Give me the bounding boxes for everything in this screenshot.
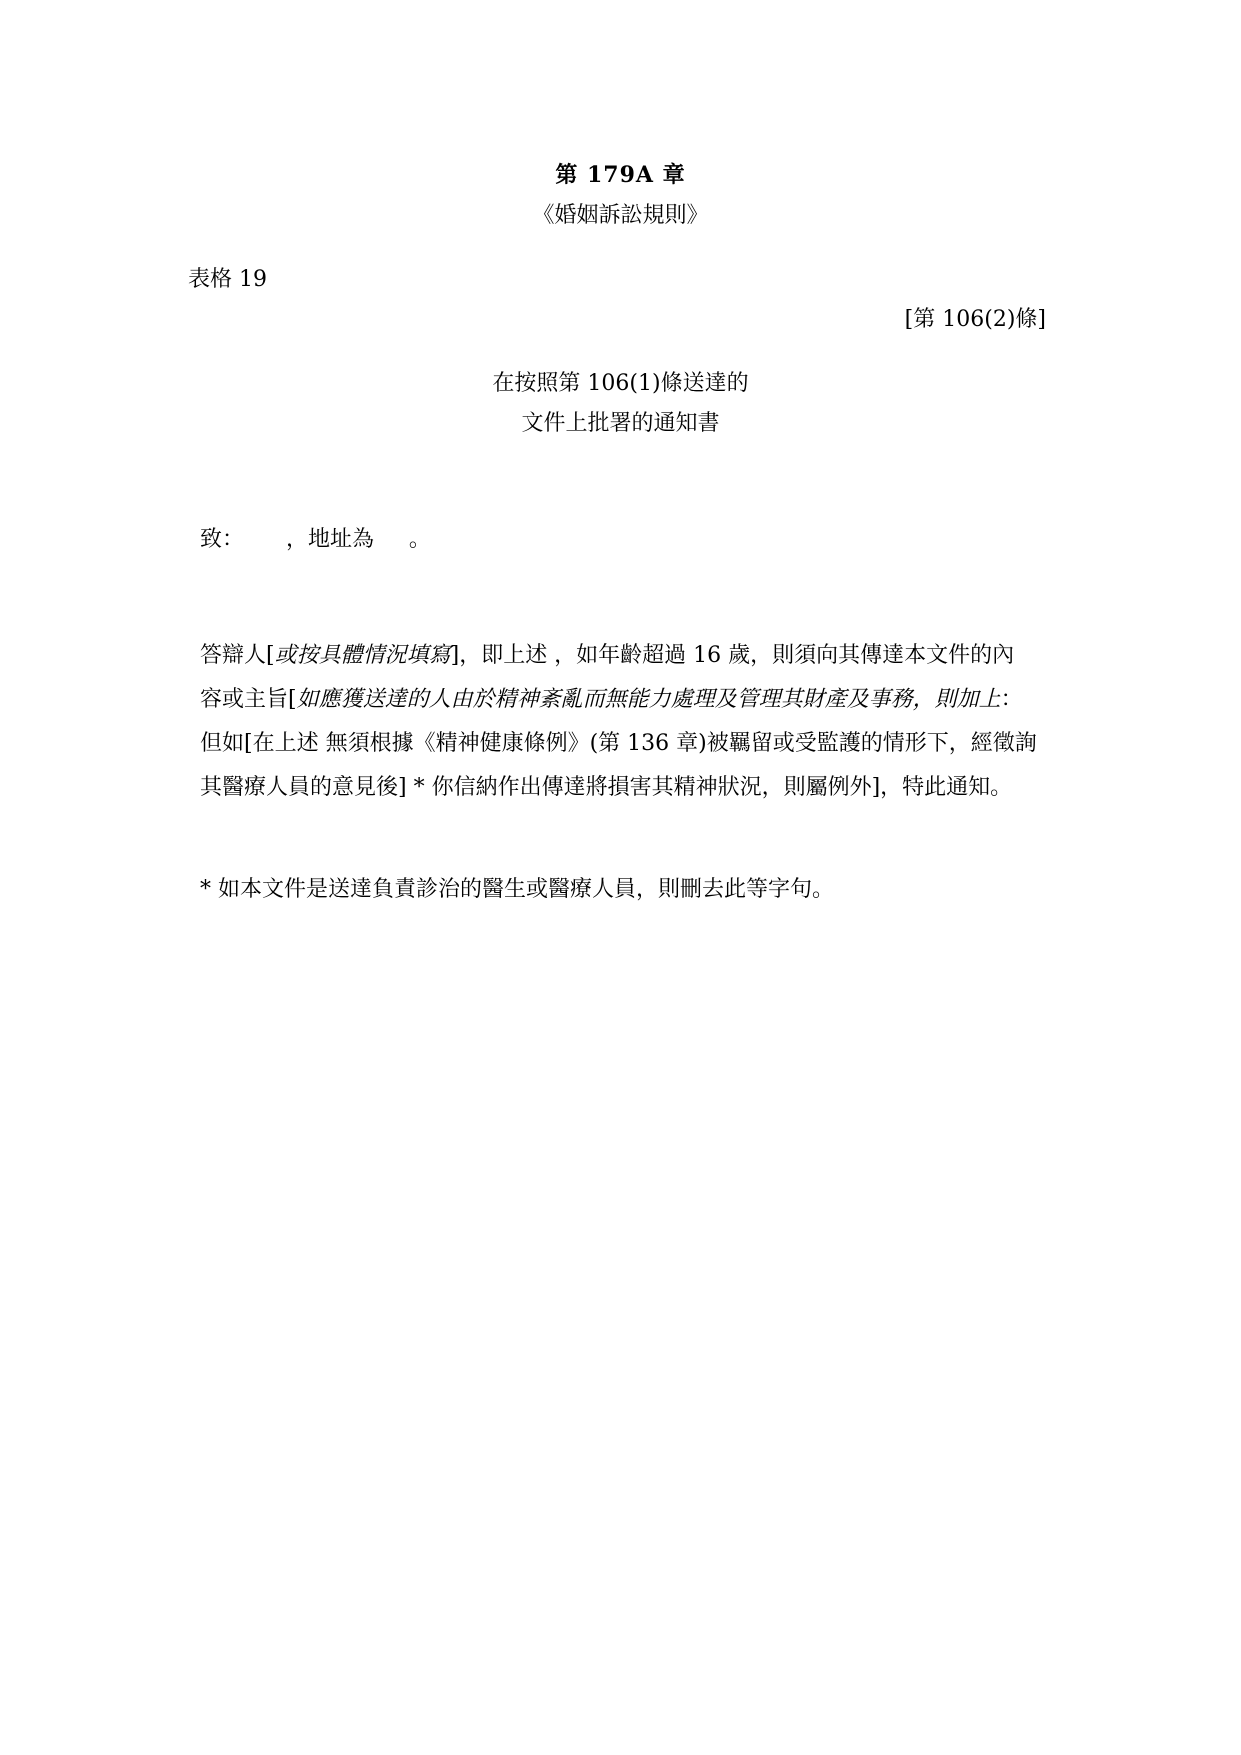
body-line-2-end: ： [1000,687,1023,712]
body-line-1-end: ]，即上述 ，如年齡超過 16 歲，則須向其傳達本文件的內 [450,643,1015,668]
body-line-2-italic: 如應獲送達的人由於精神紊亂而無能力處理及管理其財產及事務，則加上 [296,687,1001,712]
notice-body [200,634,1080,810]
chapter-heading: 第 179A 章 [555,162,686,188]
notice-title-line-2: 文件上批署的通知書 [521,411,720,436]
body-line-1-start: 答辯人[ [200,643,275,668]
body-line-4: 其醫療人員的意見後] * 你信納作出傳達將損害其精神狀況，則屬例外]，特此通知。 [200,775,1013,800]
section-reference: [第 106(2)條] [904,307,1046,332]
footnote: * 如本文件是送達負責診治的醫生或醫療人員，則刪去此等字句。 [200,877,834,902]
addressee-line: 致： ，地址為 。 [200,527,431,552]
body-line-2-start: 容或主旨[ [200,687,297,712]
rules-title: 《婚姻訴訟規則》 [532,203,709,228]
body-line-1-italic: 或按具體情況填寫 [274,643,451,668]
body-line-1 [200,634,1080,678]
form-number: 表格 19 [188,267,267,292]
notice-title-line-1: 在按照第 106(1)條送達的 [492,371,749,396]
body-line-3: 但如[在上述 無須根據《精神健康條例》(第 136 章)被羈留或受監護的情形下，經徵詢 [200,731,1037,756]
body-line-2 [200,678,1080,722]
